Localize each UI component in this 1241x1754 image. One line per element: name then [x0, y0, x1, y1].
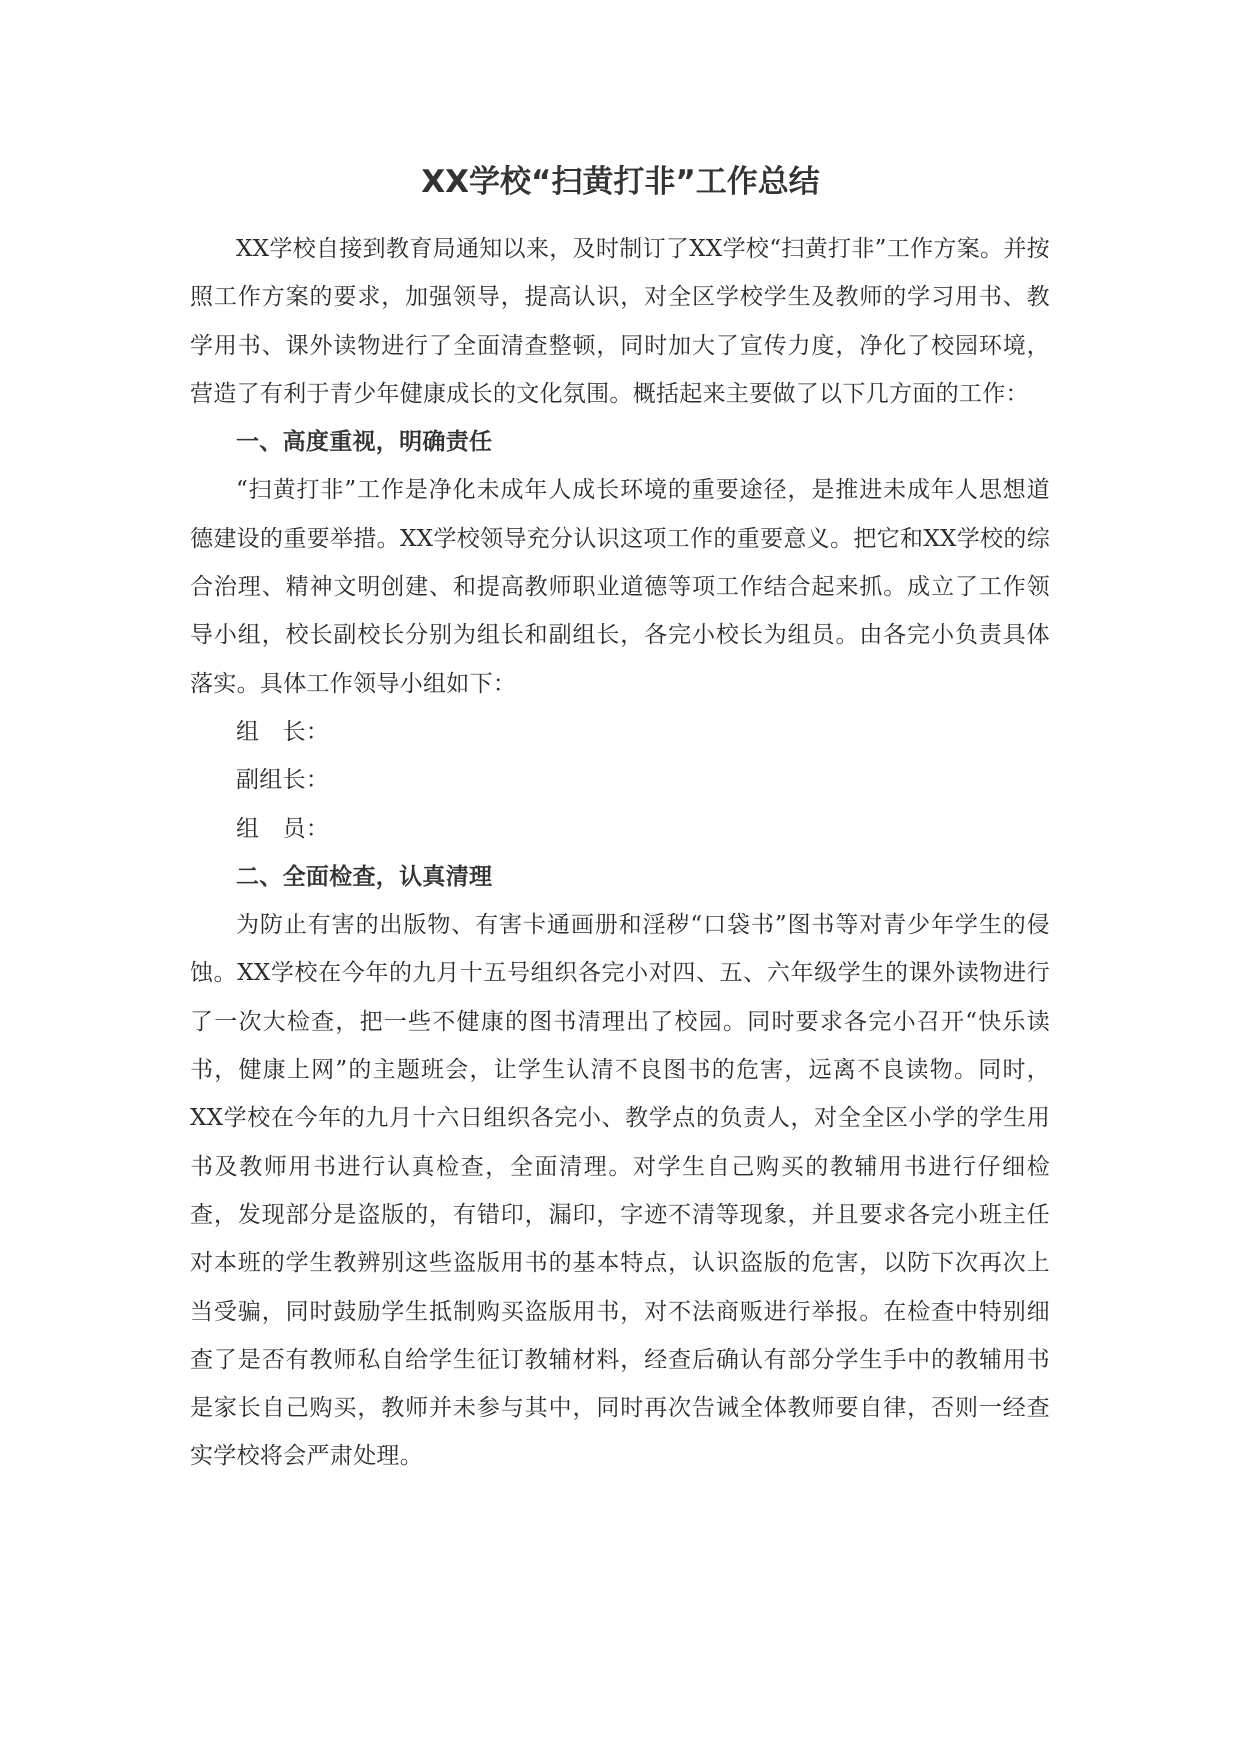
deputy-leader-line: 副组长：: [236, 767, 330, 794]
intro-paragraph: XX学校自接到教育局通知以来，及时制订了XX学校“扫黄打非”工作方案。并按照工作方案的要求，加强领导，提高认识，对全区学校学生及教师的学习用书、教学用书、课外读物进行了全面清查整顿，同时加大了宣传力度，净化了校园环境，营造了有利于青少年健康成长的文化氛围。概括起来主要做了以下几方面的工作：: [190, 236, 1050, 407]
group-leader-line: 组 长：: [236, 718, 330, 745]
section-1-paragraph: “扫黄打非”工作是净化未成年人成长环境的重要途径，是推进未成年人思想道德建设的重要举措。XX学校领导充分认识这项工作的重要意义。把它和XX学校的综合治理、精神文明创建、和提高教师职业道德等项工作结合起来抓。成立了工作领导小组，校长副校长分别为组长和副组长，各完小校长为组员。由各完小负责具体落实。具体工作领导小组如下：: [190, 477, 1050, 697]
group-member-line: 组 员：: [236, 815, 330, 842]
section-heading-1: 一、高度重视，明确责任: [236, 429, 493, 456]
document-title: XX学校“扫黄打非”工作总结: [421, 164, 820, 200]
document-body: [190, 225, 1050, 1481]
section-2-paragraph: 为防止有害的出版物、有害卡通画册和淫秽“口袋书”图书等对青少年学生的侵蚀。XX学校在今年的九月十五号组织各完小对四、五、六年级学生的课外读物进行了一次大检查，把一些不健康的图书清理出了校园。同时要求各完小召开“快乐读书，健康上网”的主题班会，让学生认清不良图书的危害，远离不良读物。同时，XX学校在今年的九月十六日组织各完小、教学点的负责人，对全全区小学的学生用书及教师用书进行认真检查，全面清理。对学生自己购买的教辅用书进行仔细检查，发现部分是盗版的，有错印，漏印，字迹不清等现象，并且要求各完小班主任对本班的学生教辨别这些盗版用书的基本特点，认识盗版的危害，以防下次再次上当受骗，同时鼓励学生抵制购买盗版用书，对不法商贩进行举报。在检查中特别细查了是否有教师私自给学生征订教辅材料，经查后确认有部分学生手中的教辅用书是家长自己购买，教师并未参与其中，同时再次告诫全体教师要自律，否则一经查实学校将会严肃处理。: [190, 912, 1050, 1470]
section-heading-2: 二、全面检查，认真清理: [236, 863, 493, 890]
